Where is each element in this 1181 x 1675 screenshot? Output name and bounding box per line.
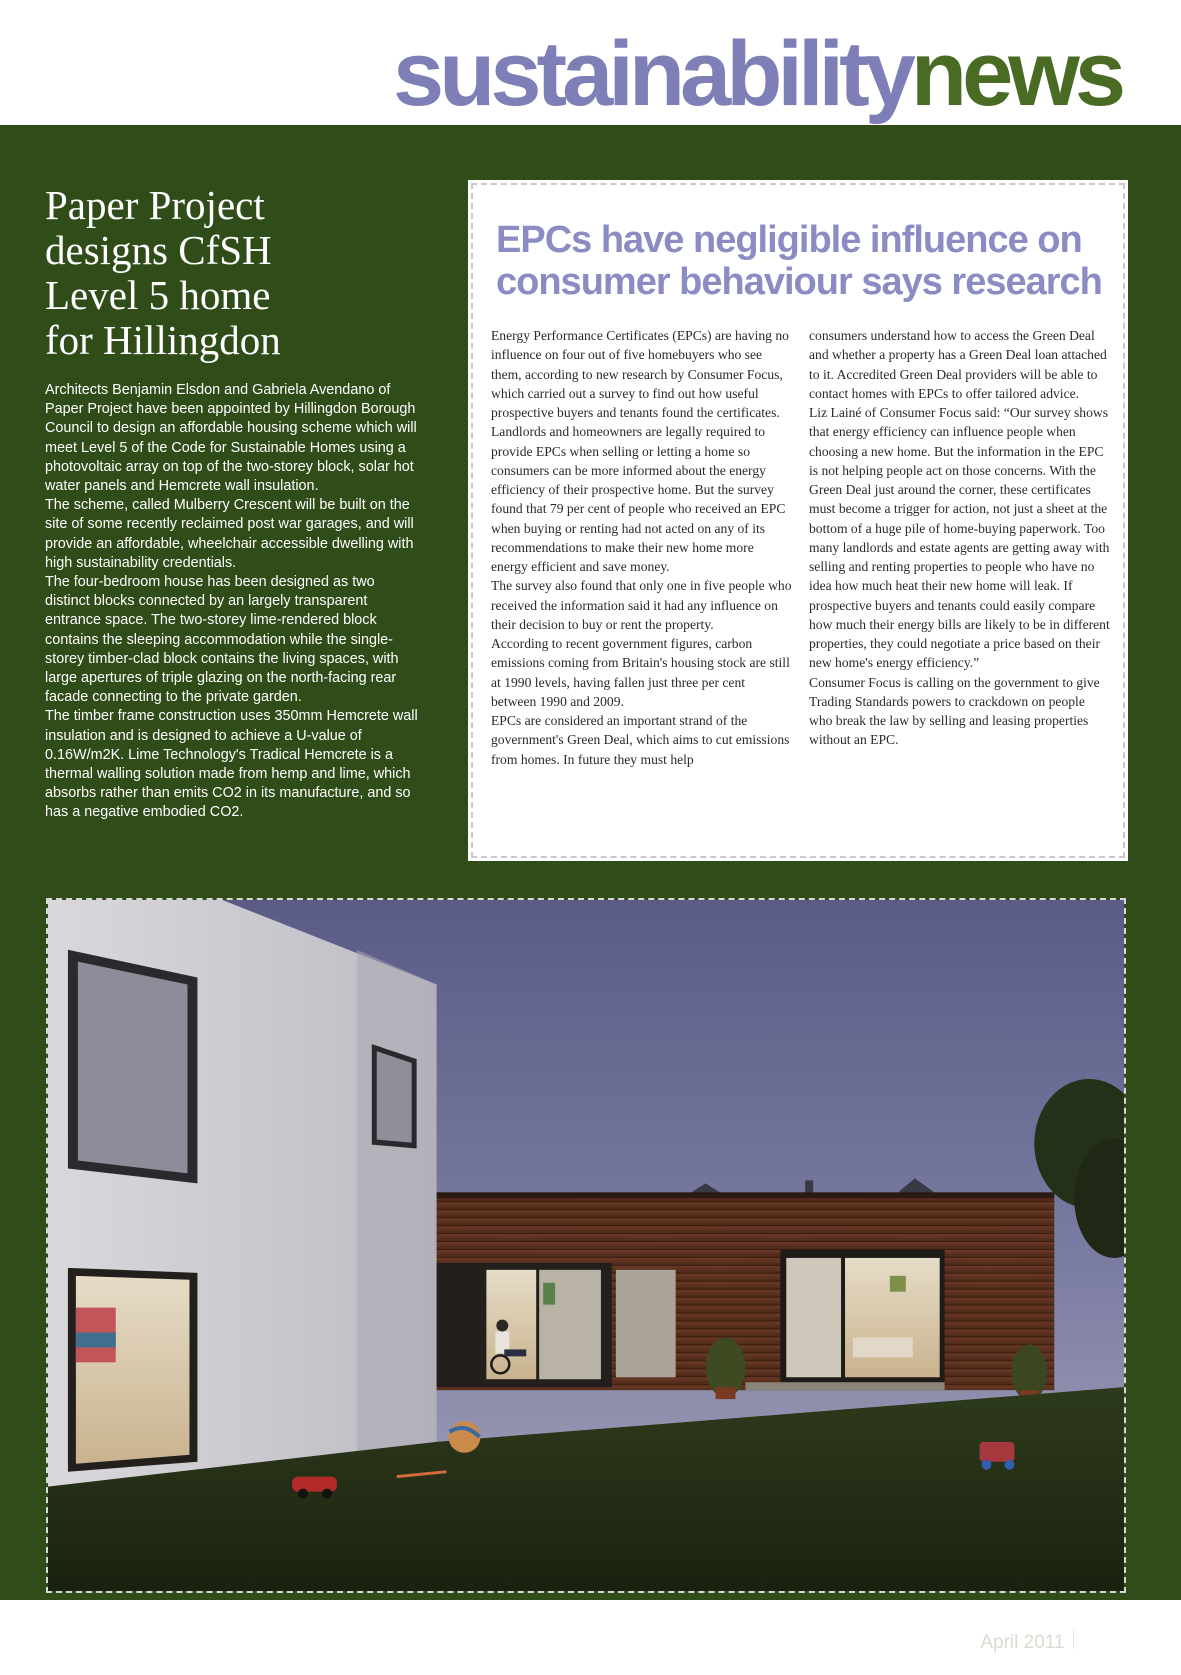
page-footer xyxy=(869,1604,1125,1654)
headline-line: consumer behaviour says research xyxy=(496,261,1102,303)
abstract-painting-detail xyxy=(76,1332,116,1347)
painting xyxy=(543,1283,555,1305)
headline-line: Level 5 home xyxy=(45,272,271,318)
headline-line: designs CfSH xyxy=(45,227,272,273)
toy-trike-wheel xyxy=(1004,1460,1014,1470)
section-title-word-news: news xyxy=(910,23,1121,125)
toy-trike-wheel xyxy=(982,1460,992,1470)
paragraph: Liz Lainé of Consumer Focus said: “Our survey shows that energy efficiency can influence people when choosing a new home. But the information in the EPC is not helping people act on those concerns. With the Green Deal just around the corner, these certificates must become a trigger for action, not just a sheet at the bottom of a huge pile of home-buying paperwork. Too many landlords and estate agents are getting away with selling and renting properties to people who have no idea how much heat their new home will leak. If prospective buyers and tenants could easily compare how much their energy bills are likely to be in different properties, they could negotiate a price based on their new home's energy efficiency.” xyxy=(809,405,1110,671)
epc-column-2 xyxy=(809,326,1111,769)
headline-line: for Hillingdon xyxy=(45,317,281,363)
headline-line: EPCs have negligible influence on xyxy=(496,219,1082,261)
person-head xyxy=(496,1320,508,1332)
house-render-image xyxy=(46,898,1126,1593)
paragraph: Energy Performance Certificates (EPCs) are having no influence on four out of five homebuyers who see them, according to new research by Consumer Focus, which carried out a survey to find out how useful prospective buyers and tenants found the certificates. xyxy=(491,328,789,420)
footer-divider xyxy=(1073,1629,1074,1649)
epc-column-1 xyxy=(491,326,793,769)
left-article-headline xyxy=(45,183,420,363)
paragraph: EPCs are considered an important strand of the government's Green Deal, which aims to cut emissions from homes. In future they must help xyxy=(491,713,790,767)
paragraph: Landlords and homeowners are legally required to provide EPCs when selling or letting a home so consumers can be more informed about the energy efficiency of their prospective home. But the survey found that 79 per cent of people who received an EPC when buying or renting had not acted on any of its recommendations to make their new home more energy efficient and save money. xyxy=(491,424,786,574)
patio xyxy=(745,1382,944,1390)
paragraph: According to recent government figures, carbon emissions coming from Britain's housing stock are still at 1990 levels, having fallen just three per cent between 1990 and 2009. xyxy=(491,636,790,709)
ball xyxy=(449,1421,481,1453)
section-title-word-sustainability: sustainability xyxy=(392,23,911,125)
left-article xyxy=(45,183,420,823)
toy-trike xyxy=(980,1442,1015,1462)
paragraph: The timber frame construction uses 350mm Hemcrete wall insulation and is designed to achieve a U-value of 0.16W/m2K. Lime Technology's Tradical Hemcrete is a thermal walling solution made from hemp and lime, which absorbs rather than emits CO2 in its manufacture, and so has a negative embodied CO2. xyxy=(45,708,418,821)
toy-car-wheel xyxy=(298,1489,308,1499)
white-block-shadow-side xyxy=(357,950,437,1452)
issue-date: April 2011 xyxy=(980,1632,1065,1653)
section-title xyxy=(392,23,1121,125)
toy-car-wheel xyxy=(322,1489,332,1499)
magazine-brand-regular: house xyxy=(920,1630,976,1653)
upper-window-glass xyxy=(377,1051,412,1142)
paragraph: The four-bedroom house has been designed as two distinct blocks connected by an largely transparent entrance space. The two-storey lime-rendered block contains the sleeping accommodation while the single-storey timber-clad block contains the living spaces, with large apertures of triple glazing on the north-facing rear facade connecting to the private garden. xyxy=(45,574,399,706)
painting xyxy=(890,1276,906,1292)
paragraph: The scheme, called Mulberry Crescent will be built on the site of some recently reclaimed post war garages, and will provide an affordable, wheelchair accessible dwelling with high sustainability credentials. xyxy=(45,497,414,571)
person-legs xyxy=(504,1349,526,1356)
toy-car xyxy=(292,1477,337,1492)
paragraph: The survey also found that only one in five people who received the information said it had any influence on their decision to buy or rent the property. xyxy=(491,578,792,632)
epc-article-box xyxy=(471,183,1125,858)
window-glow xyxy=(486,1270,536,1379)
headline-line: Paper Project xyxy=(45,182,265,228)
page-number: 33 xyxy=(1080,1612,1125,1656)
house-render-illustration xyxy=(48,900,1124,1591)
timber-block-roof-edge xyxy=(432,1192,1055,1198)
ground-floor-window-glow xyxy=(76,1276,190,1464)
upper-window-glass xyxy=(78,962,188,1174)
epc-article-headline xyxy=(496,219,1106,303)
window-glow xyxy=(786,1258,841,1377)
sofa xyxy=(853,1337,913,1357)
window-glow xyxy=(616,1270,676,1377)
paragraph: Architects Benjamin Elsdon and Gabriela Avendano of Paper Project have been appointed by Hillingdon Borough Council to design an affordable housing scheme which will meet Level 5 of the Code for Sustainable Homes using a photovoltaic array on top of the two-storey block, solar hot water panels and Hemcrete wall insulation. xyxy=(45,382,417,495)
magazine-brand-bold: show xyxy=(868,1630,921,1653)
plant-pot xyxy=(716,1387,736,1399)
epc-article-columns xyxy=(491,326,1111,769)
paragraph: consumers understand how to access the Green Deal and whether a property has a Green Deal loan attached to it. Accredited Green Deal providers will be able to contact homes with EPCs to offer tailored advice. xyxy=(809,328,1107,401)
paragraph: Consumer Focus is calling on the government to give Trading Standards powers to crackdown on people who break the law by selling and leasing properties without an EPC. xyxy=(809,674,1100,748)
left-article-body xyxy=(45,381,420,823)
